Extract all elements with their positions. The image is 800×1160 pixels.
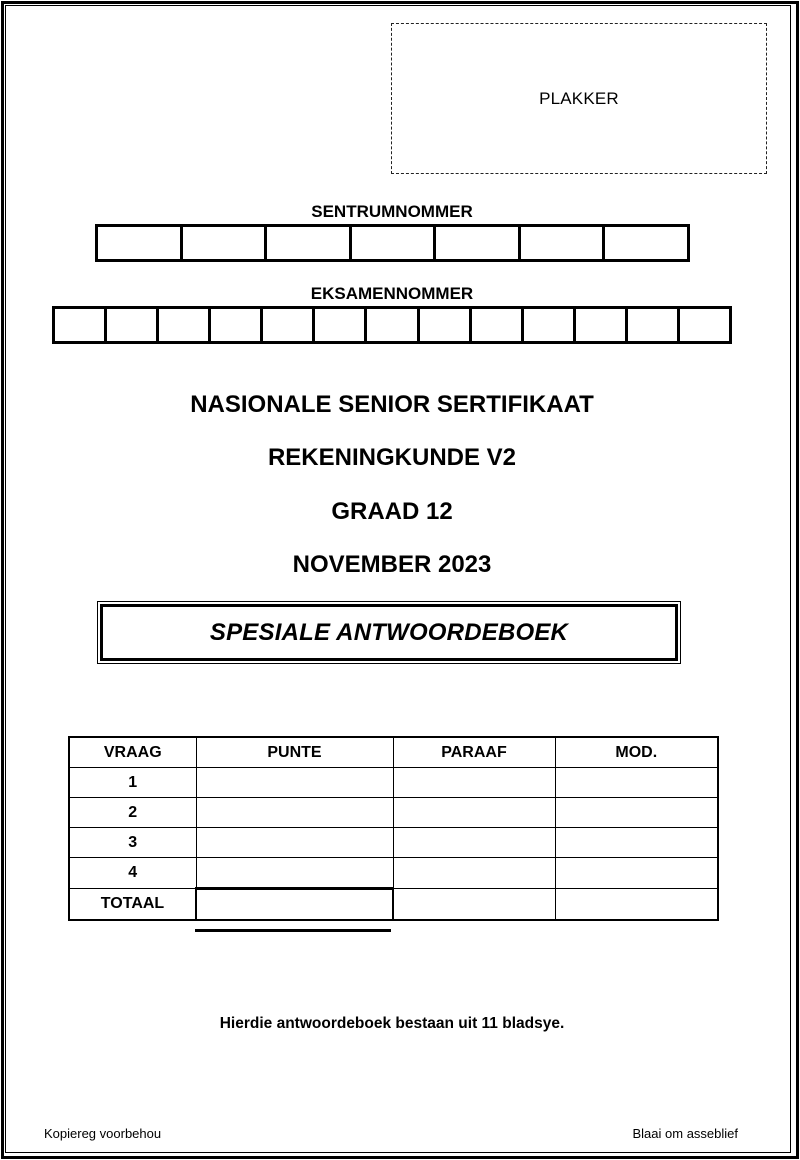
exam-number-cell-5[interactable]	[263, 309, 315, 341]
marks-cell[interactable]	[196, 768, 393, 798]
centre-number-cell-5[interactable]	[436, 227, 521, 259]
marks-cell[interactable]	[196, 798, 393, 828]
centre-number-cell-6[interactable]	[521, 227, 606, 259]
exam-number-cell-4[interactable]	[211, 309, 263, 341]
exam-number-cell-8[interactable]	[420, 309, 472, 341]
exam-number-cell-6[interactable]	[315, 309, 367, 341]
special-answer-book-box	[97, 601, 681, 664]
centre-number-cell-3[interactable]	[267, 227, 352, 259]
total-moderation-cell[interactable]	[555, 889, 718, 921]
certificate-title: NASIONALE SENIOR SERTIFIKAAT	[190, 391, 594, 418]
subject-title: REKENINGKUNDE V2	[267, 444, 517, 471]
exam-number-cell-2[interactable]	[107, 309, 159, 341]
special-answer-book-inner	[100, 604, 678, 661]
total-label: TOTAAL	[69, 889, 196, 921]
total-double-underline	[195, 929, 391, 932]
question-number: 1	[69, 768, 196, 798]
header-moderation: MOD.	[555, 737, 718, 768]
exam-number-cell-11[interactable]	[576, 309, 628, 341]
table-row	[69, 828, 718, 858]
sticker-label: PLAKKER	[539, 88, 619, 108]
centre-number-cell-2[interactable]	[183, 227, 268, 259]
exam-number-cell-9[interactable]	[472, 309, 524, 341]
centre-number-cell-1[interactable]	[98, 227, 183, 259]
initial-cell[interactable]	[393, 858, 555, 889]
header-initial: PARAAF	[393, 737, 555, 768]
marks-table	[68, 736, 719, 921]
special-answer-book-label: SPESIALE ANTWOORDEBOEK	[209, 618, 569, 646]
header-question: VRAAG	[69, 737, 196, 768]
grade-title: GRAAD 12	[331, 498, 453, 525]
question-number: 3	[69, 828, 196, 858]
initial-cell[interactable]	[393, 768, 555, 798]
table-header-row	[69, 737, 718, 768]
copyright-footer: Kopiereg voorbehou	[44, 1126, 162, 1141]
total-initial-cell[interactable]	[393, 889, 555, 921]
turn-page-footer: Blaai om asseblief	[632, 1126, 738, 1141]
moderation-cell[interactable]	[555, 768, 718, 798]
marks-cell[interactable]	[196, 828, 393, 858]
page-count-note: Hierdie antwoordeboek bestaan uit 11 bladsye.	[219, 1015, 565, 1032]
question-number: 4	[69, 858, 196, 889]
centre-number-cell-4[interactable]	[352, 227, 437, 259]
table-row	[69, 798, 718, 828]
sticker-box	[391, 23, 767, 174]
exam-number-cell-10[interactable]	[524, 309, 576, 341]
initial-cell[interactable]	[393, 798, 555, 828]
moderation-cell[interactable]	[555, 828, 718, 858]
exam-number-cell-12[interactable]	[628, 309, 680, 341]
centre-number-label: SENTRUMNOMMER	[311, 202, 473, 221]
marks-cell[interactable]	[196, 858, 393, 889]
exam-number-cell-13[interactable]	[680, 309, 729, 341]
centre-number-cell-7[interactable]	[605, 227, 687, 259]
header-marks: PUNTE	[196, 737, 393, 768]
table-row	[69, 858, 718, 889]
moderation-cell[interactable]	[555, 798, 718, 828]
total-marks-cell[interactable]	[196, 889, 393, 921]
exam-number-label: EKSAMENNOMMER	[310, 284, 474, 303]
question-number: 2	[69, 798, 196, 828]
initial-cell[interactable]	[393, 828, 555, 858]
page-border-inner	[5, 5, 791, 1153]
table-row	[69, 768, 718, 798]
moderation-cell[interactable]	[555, 858, 718, 889]
table-row-total	[69, 889, 718, 921]
centre-number-boxes	[95, 224, 690, 262]
exam-number-cell-3[interactable]	[159, 309, 211, 341]
exam-number-cell-1[interactable]	[55, 309, 107, 341]
exam-number-boxes	[52, 306, 732, 344]
exam-date-title: NOVEMBER 2023	[292, 551, 492, 578]
exam-number-cell-7[interactable]	[367, 309, 419, 341]
